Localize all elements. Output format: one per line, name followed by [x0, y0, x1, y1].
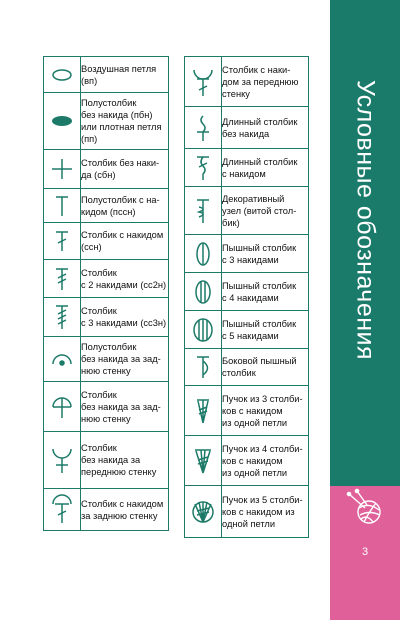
legend-row	[44, 93, 169, 150]
sidebar-title	[330, 0, 400, 470]
puff-3-symbol	[185, 235, 222, 273]
legend-row	[44, 260, 169, 298]
long-single-crochet-symbol	[185, 107, 222, 149]
legend-row	[44, 223, 169, 260]
legend-row	[44, 150, 169, 189]
double-crochet-symbol	[44, 223, 81, 260]
legend-text: Пышный столбик с 3 накидами	[222, 235, 309, 273]
legend-row	[44, 489, 169, 531]
legend-row	[185, 436, 309, 486]
legend-row	[185, 486, 309, 538]
legend-text: Полустолбик без накида (пбн) или плотная петля (пп)	[81, 93, 169, 150]
legend-row	[185, 187, 309, 235]
cluster-5-symbol	[185, 486, 222, 538]
back-loop-slip-stitch-symbol	[44, 337, 81, 382]
page-number: 3	[361, 546, 369, 558]
legend-text: Столбик с нaки- дом за переднюю стенку	[222, 57, 309, 107]
legend-row	[44, 189, 169, 223]
double-treble-crochet-symbol	[44, 298, 81, 337]
legend-text: Пышный столбик с 4 накидами	[222, 273, 309, 311]
puff-5-symbol	[185, 311, 222, 349]
legend-text: Столбик с накидом за заднюю стенку	[81, 489, 169, 531]
front-loop-single-crochet-symbol	[44, 432, 81, 489]
decorative-knot-symbol	[185, 187, 222, 235]
yarn-ball-icon	[345, 488, 387, 535]
chain-stitch-symbol	[44, 57, 81, 93]
legend-row	[44, 57, 169, 93]
legend-text: Столбик с 3 накидами (сс3н)	[81, 298, 169, 337]
legend-text: Столбик с 2 накидами (сс2н)	[81, 260, 169, 298]
side-puff-symbol	[185, 349, 222, 386]
slip-stitch-symbol	[44, 93, 81, 150]
legend-text: Пучок из 3 столби- ков с накидом из одной петли	[222, 386, 309, 436]
legend-text: Полустолбик с на- кидом (пссн)	[81, 189, 169, 223]
half-double-crochet-symbol	[44, 189, 81, 223]
legend-row	[185, 386, 309, 436]
symbol-table-left	[43, 56, 169, 531]
legend-row	[185, 57, 309, 107]
legend-text: Декоративный узел (витой стол- бик)	[222, 187, 309, 235]
cluster-4-symbol	[185, 436, 222, 486]
legend-row	[185, 235, 309, 273]
single-crochet-symbol	[44, 150, 81, 189]
legend-row	[185, 273, 309, 311]
legend-row	[44, 298, 169, 337]
legend-row	[44, 382, 169, 432]
back-loop-double-crochet-symbol	[44, 489, 81, 531]
legend-text: Полустолбик без накида за зад- нюю стенку	[81, 337, 169, 382]
legend-text: Пучок из 5 столби- ков с накидом из одной петли	[222, 486, 309, 538]
legend-text: Боковой пышный столбик	[222, 349, 309, 386]
front-loop-double-crochet-symbol	[185, 57, 222, 107]
legend-text: Пучок из 4 столби- ков с накидом из одной петли	[222, 436, 309, 486]
legend-row	[185, 311, 309, 349]
legend-text: Длинный столбик с накидом	[222, 149, 309, 187]
legend-text: Пышный столбик с 5 накидами	[222, 311, 309, 349]
back-loop-single-crochet-symbol	[44, 382, 81, 432]
legend-text: Длинный столбик без накида	[222, 107, 309, 149]
legend-text: Столбик без накида за переднюю стенку	[81, 432, 169, 489]
legend-row	[185, 107, 309, 149]
legend-row	[44, 337, 169, 382]
legend-row	[185, 349, 309, 386]
legend-row	[44, 432, 169, 489]
treble-crochet-symbol	[44, 260, 81, 298]
long-double-crochet-symbol	[185, 149, 222, 187]
legend-text: Воздушная петля (вп)	[81, 57, 169, 93]
symbol-table-right	[184, 56, 309, 538]
puff-4-symbol	[185, 273, 222, 311]
legend-text: Столбик без нaки- да (сбн)	[81, 150, 169, 189]
section-title: Условные обозначения	[351, 79, 380, 361]
legend-text: Столбик с накидом (ссн)	[81, 223, 169, 260]
legend-row	[185, 149, 309, 187]
legend-text: Столбик без накида за зад- нюю стенку	[81, 382, 169, 432]
cluster-3-symbol	[185, 386, 222, 436]
